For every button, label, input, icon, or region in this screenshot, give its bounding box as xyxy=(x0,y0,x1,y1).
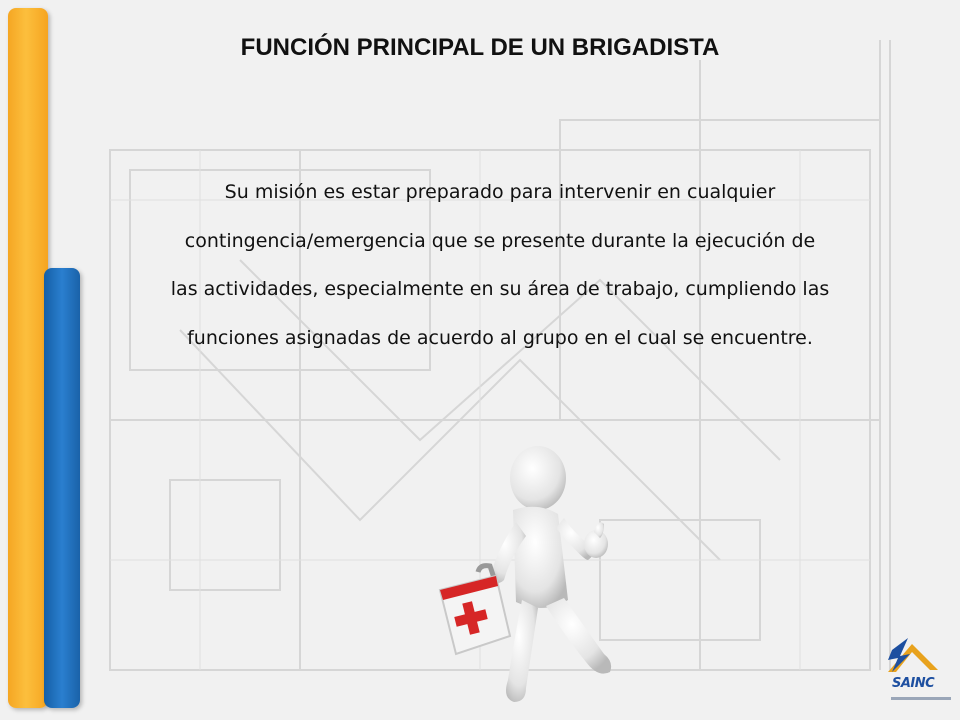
blue-accent-bar xyxy=(44,268,80,708)
orange-accent-bar xyxy=(8,8,48,708)
logo-underline xyxy=(891,697,951,700)
slide-title: FUNCIÓN PRINCIPAL DE UN BRIGADISTA xyxy=(240,34,720,61)
brigadista-figure-illustration xyxy=(418,440,648,712)
logo-text: SAINC xyxy=(892,676,935,691)
slide-body-text: Su misión es estar preparado para intervenir en cualquier contingencia/emergencia que se presente durante la ejecución de las actividades, especialmente en su área de trabajo, cumpliendo las funciones asignadas de acuerdo al grupo en el cual se encuentre. xyxy=(170,181,830,349)
